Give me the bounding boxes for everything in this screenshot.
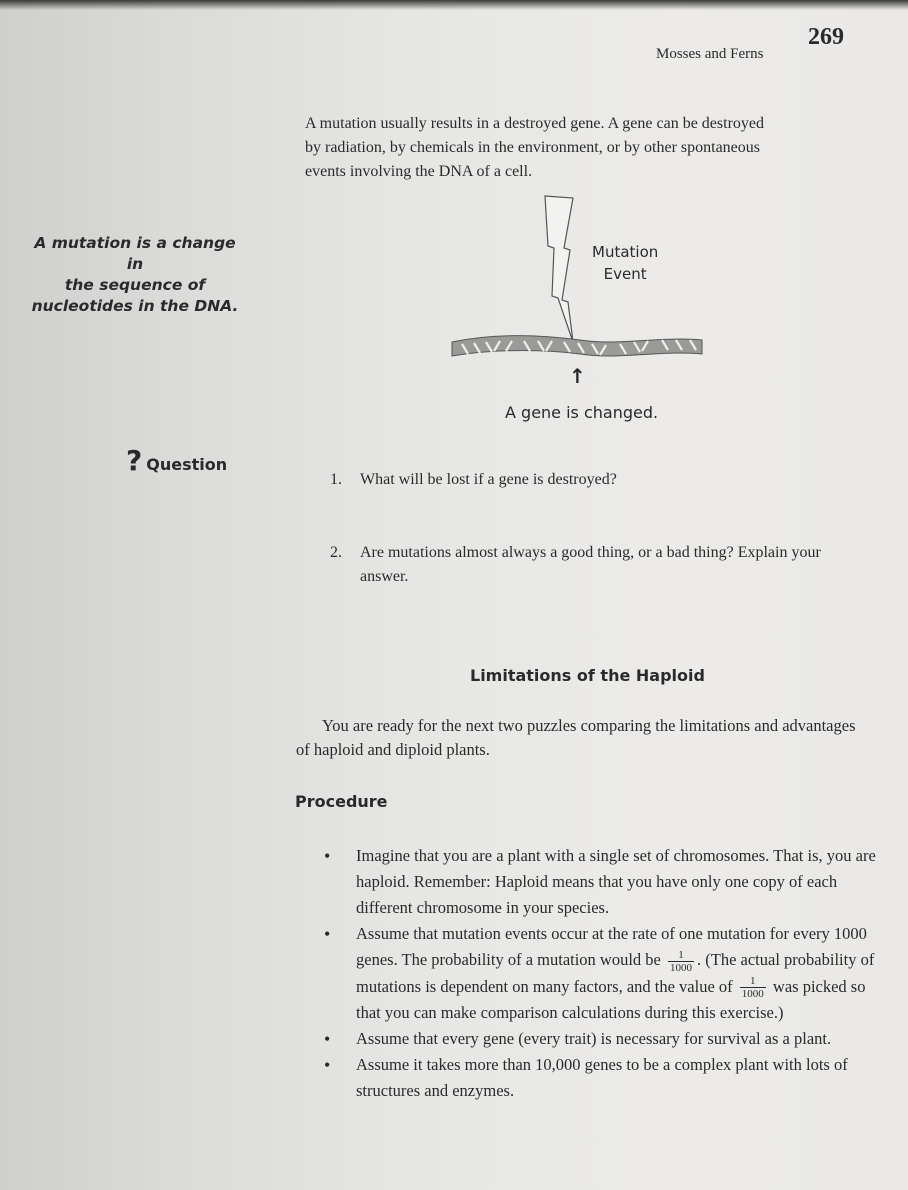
intro-line: by radiation, by chemicals in the environment, or by other spontaneous (305, 139, 760, 156)
intro-paragraph (305, 112, 865, 184)
figure-caption: A gene is changed. (505, 403, 659, 422)
bullet-icon: • (324, 1029, 331, 1050)
fraction-numerator: 1 (668, 949, 694, 962)
list-item (320, 921, 876, 1026)
list-item (320, 1052, 876, 1104)
question-text: What will be lost if a gene is destroyed? (360, 471, 617, 488)
definition-line: the sequence of (64, 276, 206, 294)
bullet-text: Imagine that you are a plant with a single set of chromosomes. That is, you are haploid. Remember: Haploid means that you have only one copy of each different chromosome in your species. (356, 846, 876, 917)
section-title: Limitations of the Haploid (470, 666, 705, 685)
question-mark-icon: ? (126, 444, 143, 477)
question-number: 2. (330, 544, 342, 561)
lightning-bolt-icon (545, 196, 573, 342)
question-item (330, 541, 870, 589)
bullet-text: was picked so that you can make comparison calculations during this exercise.) (356, 976, 866, 1023)
intro-line: A mutation usually results in a destroyed gene. A gene can be destroyed (305, 115, 764, 132)
fraction (740, 975, 766, 1000)
procedure-heading: Procedure (295, 792, 388, 811)
question-text: Are mutations almost always a good thing, or a bad thing? Explain your answer. (360, 544, 821, 585)
question-heading (126, 444, 227, 477)
up-arrow-icon: ↑ (569, 364, 586, 388)
intro-line: events involving the DNA of a cell. (305, 163, 533, 180)
dna-strand-icon (452, 336, 702, 356)
definition-line: A mutation is a change in (34, 234, 236, 273)
bullet-icon: • (324, 924, 331, 944)
sidebar-definition (30, 233, 240, 317)
list-item (320, 843, 876, 921)
bullet-text: . (The actual probability of mutations is dependent on many factors, and the value of (356, 950, 875, 996)
fraction-numerator: 1 (740, 975, 766, 988)
section-paragraph: You are ready for the next two puzzles comparing the limitations and advantages of haploid and diploid plants. (296, 716, 856, 759)
question-label: Question (146, 455, 228, 474)
bullet-text: Assume that every gene (every trait) is necessary for survival as a plant. (356, 1029, 832, 1049)
fraction (668, 949, 694, 974)
mutation-label-line: Mutation (592, 243, 659, 261)
mutation-event-label (592, 241, 658, 285)
question-item (330, 468, 870, 492)
question-number: 1. (330, 471, 342, 488)
bullet-icon: • (324, 1055, 331, 1076)
fraction-denominator: 1000 (741, 988, 764, 1001)
mutation-label-line: Event (603, 265, 647, 283)
procedure-list (320, 843, 876, 1104)
list-item (320, 1026, 876, 1052)
bullet-text: Assume it takes more than 10,000 genes to be a complex plant with lots of structures and enzymes. (356, 1055, 848, 1101)
definition-line: nucleotides in the DNA. (31, 297, 239, 315)
page-number: 269 (808, 24, 844, 50)
bullet-icon: • (324, 846, 331, 866)
bullet-text: Assume that mutation events occur at the rate of one mutation for every 1000 genes. The probability of a mutation would be (356, 924, 867, 969)
fraction-denominator: 1000 (670, 961, 693, 974)
running-head: Mosses and Ferns (656, 46, 764, 62)
page-edge-shadow (0, 0, 908, 10)
mutation-figure (440, 190, 720, 390)
